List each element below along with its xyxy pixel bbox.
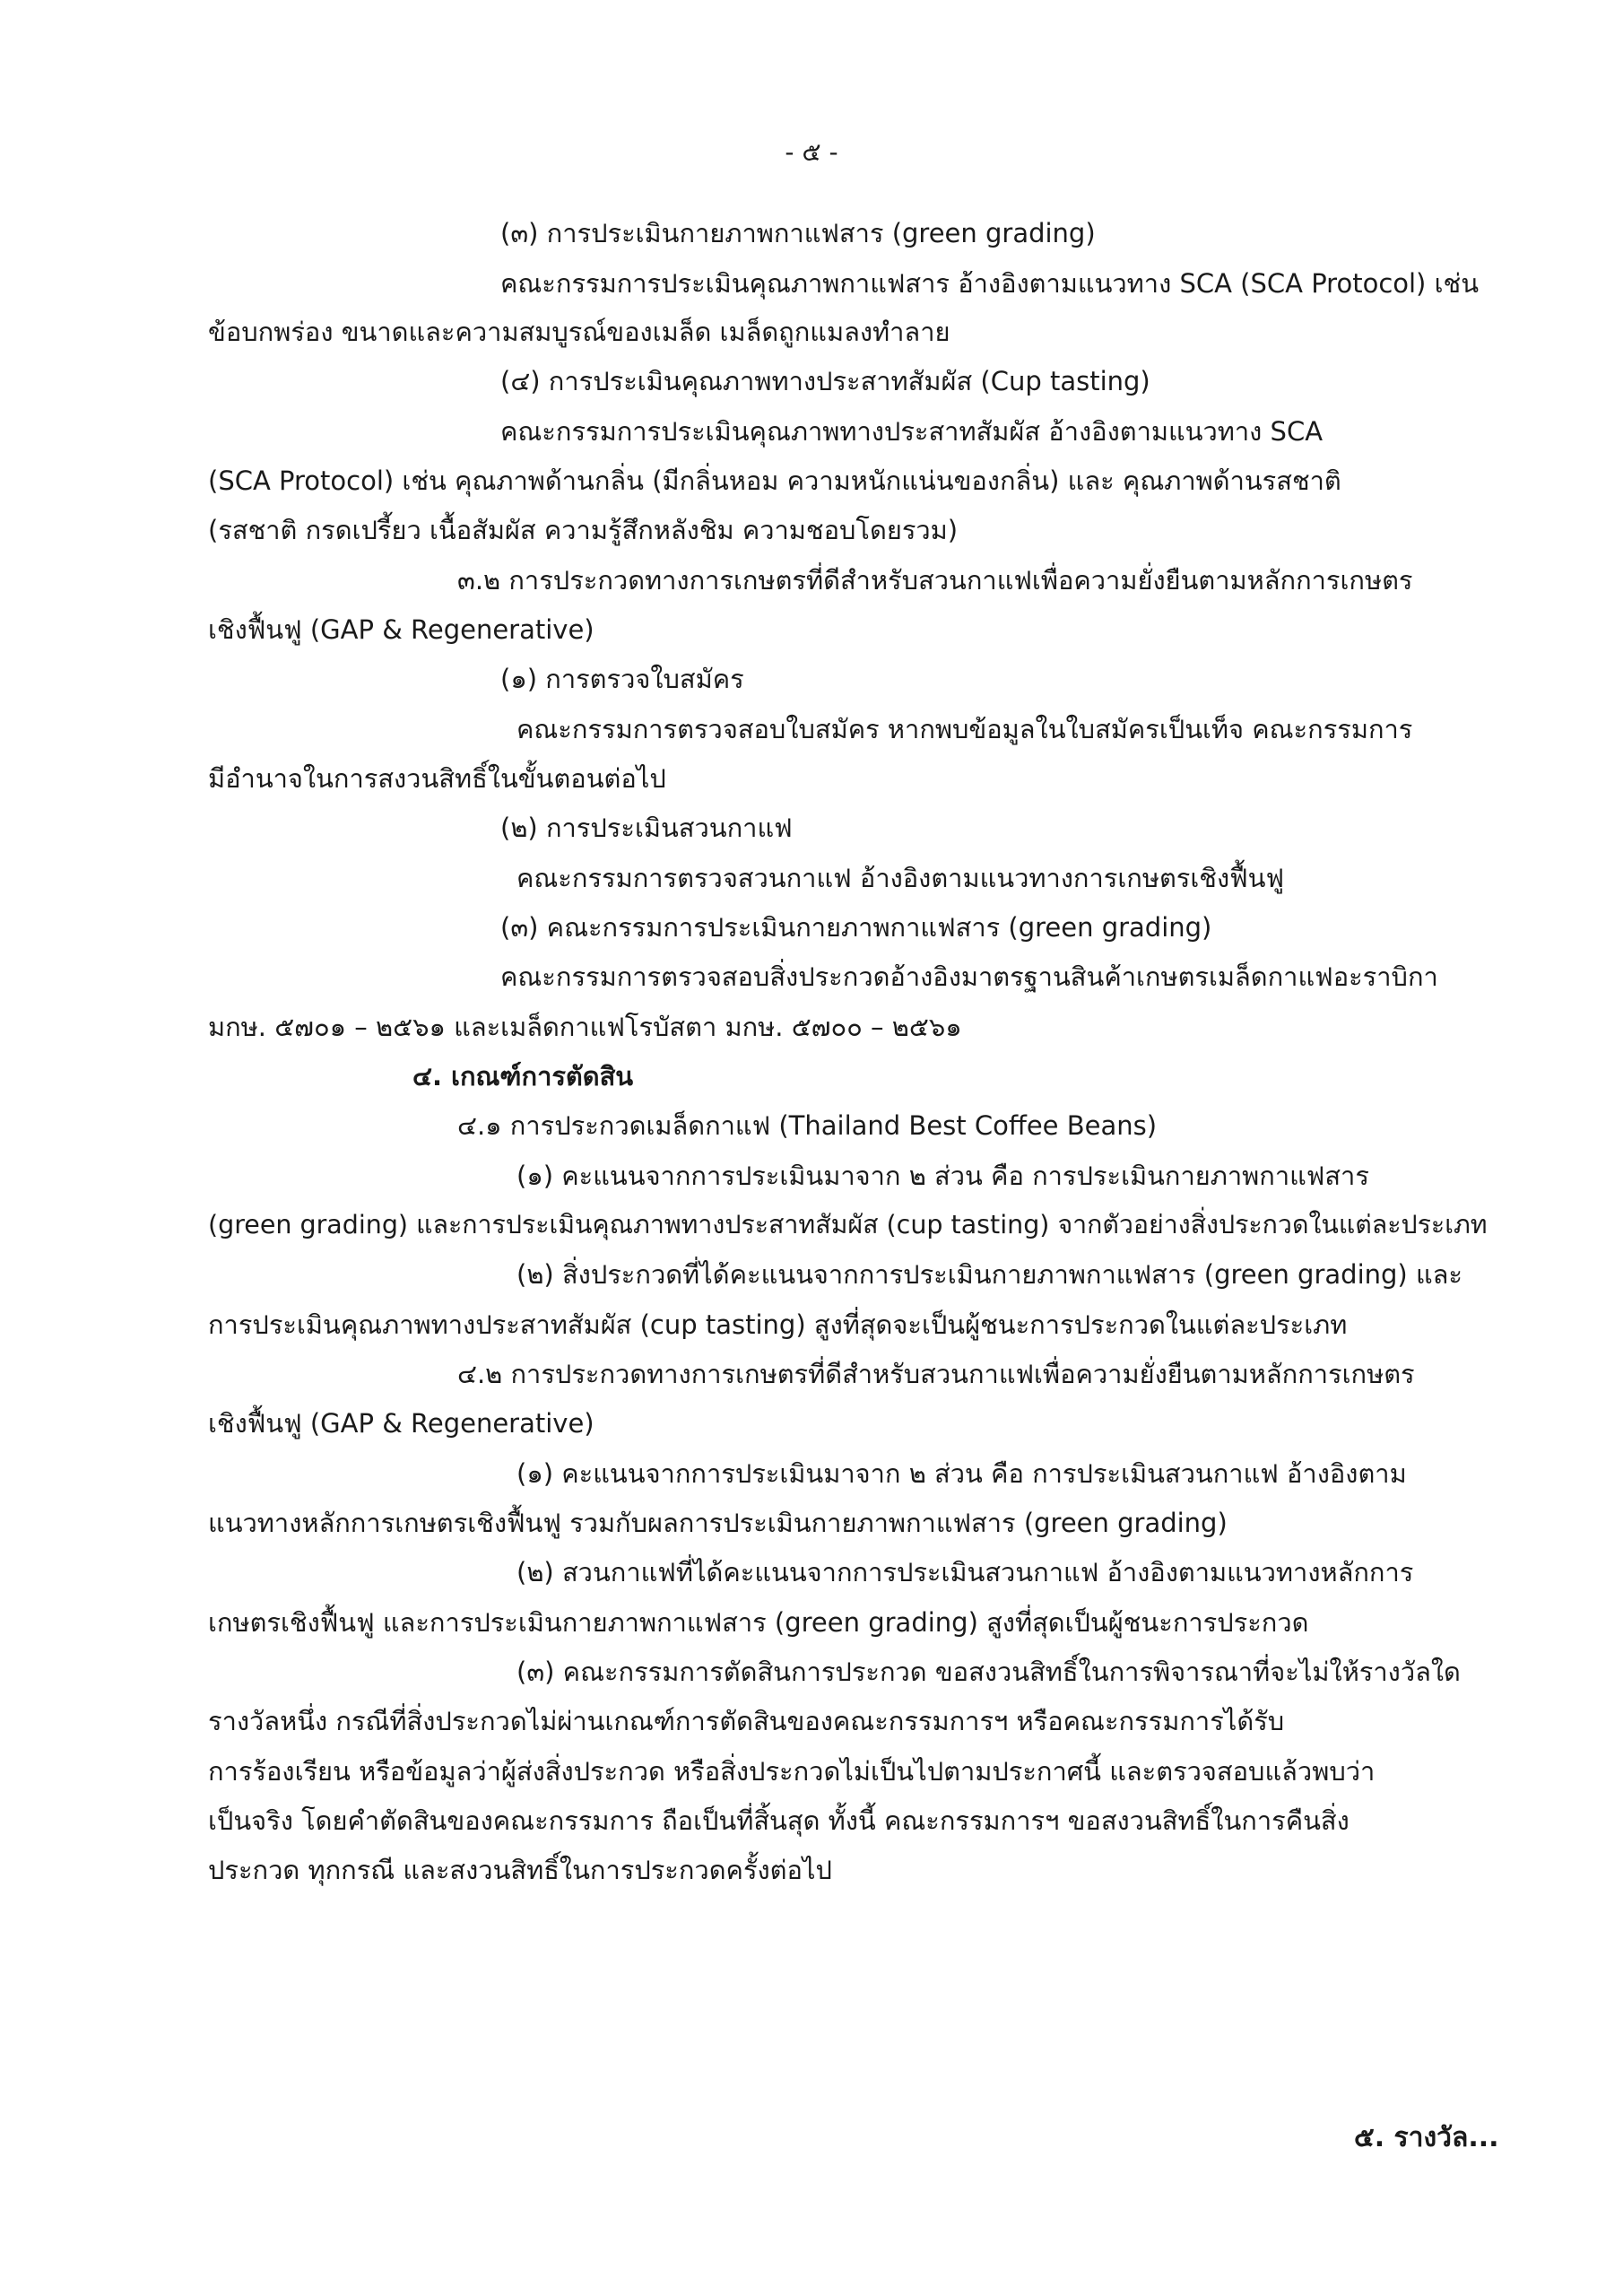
text-line: มกษ. ๕๗๐๑ – ๒๕๖๑ และเมล็ดกาแฟโรบัสตา มกษ. ๕๗๐๐ – ๒๕๖๑ <box>208 1012 962 1042</box>
continuation-footer: ๕. รางวัล... <box>1354 2122 1499 2153</box>
text-line: คณะกรรมการตรวจสอบสิ่งประกวดอ้างอิงมาตรฐานสินค้าเกษตรเมล็ดกาแฟอะราบิกา <box>500 961 1438 992</box>
text-line: คณะกรรมการประเมินคุณภาพทางประสาทสัมผัส อ้างอิงตามแนวทาง SCA <box>500 416 1324 447</box>
text-line: เชิงฟื้นฟู (GAP & Regenerative) <box>208 614 595 645</box>
text-line: (๓) การประเมินกายภาพกาแฟสาร (green grading) <box>500 218 1096 248</box>
section-heading: ๔. เกณฑ์การตัดสิน <box>412 1061 634 1091</box>
text-line: (๓) คณะกรรมการตัดสินการประกวด ขอสงวนสิทธิ์ในการพิจารณาที่จะไม่ให้รางวัลใด <box>516 1657 1461 1687</box>
text-line: (green grading) และการประเมินคุณภาพทางประสาทสัมผัส (cup tasting) จากตัวอย่างสิ่งประกวดในแต่ละประเภท <box>208 1210 1488 1239</box>
text-line: (SCA Protocol) เช่น คุณภาพด้านกลิ่น (มีกลิ่นหอม ความหนักแน่นของกลิ่น) และ คุณภาพด้านรสชาติ <box>208 465 1341 496</box>
text-line: (๒) สิ่งประกวดที่ได้คะแนนจากการประเมินกายภาพกาแฟสาร (green grading) และ <box>516 1259 1462 1290</box>
text-line: แนวทางหลักการเกษตรเชิงฟื้นฟู รวมกับผลการประเมินกายภาพกาแฟสาร (green grading) <box>208 1508 1228 1538</box>
text-line: (๔) การประเมินคุณภาพทางประสาทสัมผัส (Cup tasting) <box>500 366 1150 396</box>
text-line: ข้อบกพร่อง ขนาดและความสมบูรณ์ของเมล็ด เมล็ดถูกแมลงทำลาย <box>208 317 950 347</box>
text-line: การประเมินคุณภาพทางประสาทสัมผัส (cup tasting) สูงที่สุดจะเป็นผู้ชนะการประกวดในแต่ละประเภท <box>208 1309 1348 1340</box>
text-line: ประกวด ทุกกรณี และสงวนสิทธิ์ในการประกวดครั้งต่อไป <box>208 1855 832 1885</box>
text-line: (๑) การตรวจใบสมัคร <box>500 664 744 694</box>
text-line: (๑) คะแนนจากการประเมินมาจาก ๒ ส่วน คือ การประเมินกายภาพกาแฟสาร <box>516 1161 1369 1191</box>
text-line: (๓) คณะกรรมการประเมินกายภาพกาแฟสาร (green grading) <box>500 912 1212 943</box>
text-line: (รสชาติ กรดเปรี้ยว เนื้อสัมผัส ความรู้สึกหลังชิม ความชอบโดยรวม) <box>208 515 959 545</box>
text-line: เป็นจริง โดยคำตัดสินของคณะกรรมการ ถือเป็นที่สิ้นสุด ทั้งนี้ คณะกรรมการฯ ขอสงวนสิทธิ์ในการคืนสิ่ง <box>208 1805 1350 1836</box>
text-line: รางวัลหนึ่ง กรณีที่สิ่งประกวดไม่ผ่านเกณฑ์การตัดสินของคณะกรรมการฯ หรือคณะกรรมการได้รับ <box>208 1706 1285 1736</box>
text-line: คณะกรรมการตรวจสวนกาแฟ อ้างอิงตามแนวทางการเกษตรเชิงฟื้นฟู <box>516 863 1284 893</box>
text-line: ๓.๒ การประกวดทางการเกษตรที่ดีสำหรับสวนกาแฟเพื่อความยั่งยืนตามหลักการเกษตร <box>457 565 1413 596</box>
text-line: คณะกรรมการประเมินคุณภาพกาแฟสาร อ้างอิงตามแนวทาง SCA (SCA Protocol) เช่น <box>500 268 1480 299</box>
text-line: เกษตรเชิงฟื้นฟู และการประเมินกายภาพกาแฟสาร (green grading) สูงที่สุดเป็นผู้ชนะการประกวด <box>208 1607 1309 1638</box>
text-line: (๒) การประเมินสวนกาแฟ <box>500 813 793 843</box>
text-line: ๔.๒ การประกวดทางการเกษตรที่ดีสำหรับสวนกาแฟเพื่อความยั่งยืนตามหลักการเกษตร <box>457 1359 1415 1389</box>
text-line: (๒) สวนกาแฟที่ได้คะแนนจากการประเมินสวนกาแฟ อ้างอิงตามแนวทางหลักการ <box>516 1557 1414 1587</box>
page-number: - ๕ - <box>785 137 838 167</box>
text-line: คณะกรรมการตรวจสอบใบสมัคร หากพบข้อมูลในใบสมัครเป็นเท็จ คณะกรรมการ <box>516 714 1413 744</box>
text-line: มีอำนาจในการสงวนสิทธิ์ในขั้นตอนต่อไป <box>208 763 666 794</box>
text-line: การร้องเรียน หรือข้อมูลว่าผู้ส่งสิ่งประกวด หรือสิ่งประกวดไม่เป็นไปตามประกาศนี้ และตรวจสอบแล้วพบว่า <box>208 1756 1376 1787</box>
text-line: ๔.๑ การประกวดเมล็ดกาแฟ (Thailand Best Coffee Beans) <box>457 1110 1158 1141</box>
text-line: (๑) คะแนนจากการประเมินมาจาก ๒ ส่วน คือ การประเมินสวนกาแฟ อ้างอิงตาม <box>516 1458 1407 1489</box>
text-line: เชิงฟื้นฟู (GAP & Regenerative) <box>208 1408 595 1439</box>
